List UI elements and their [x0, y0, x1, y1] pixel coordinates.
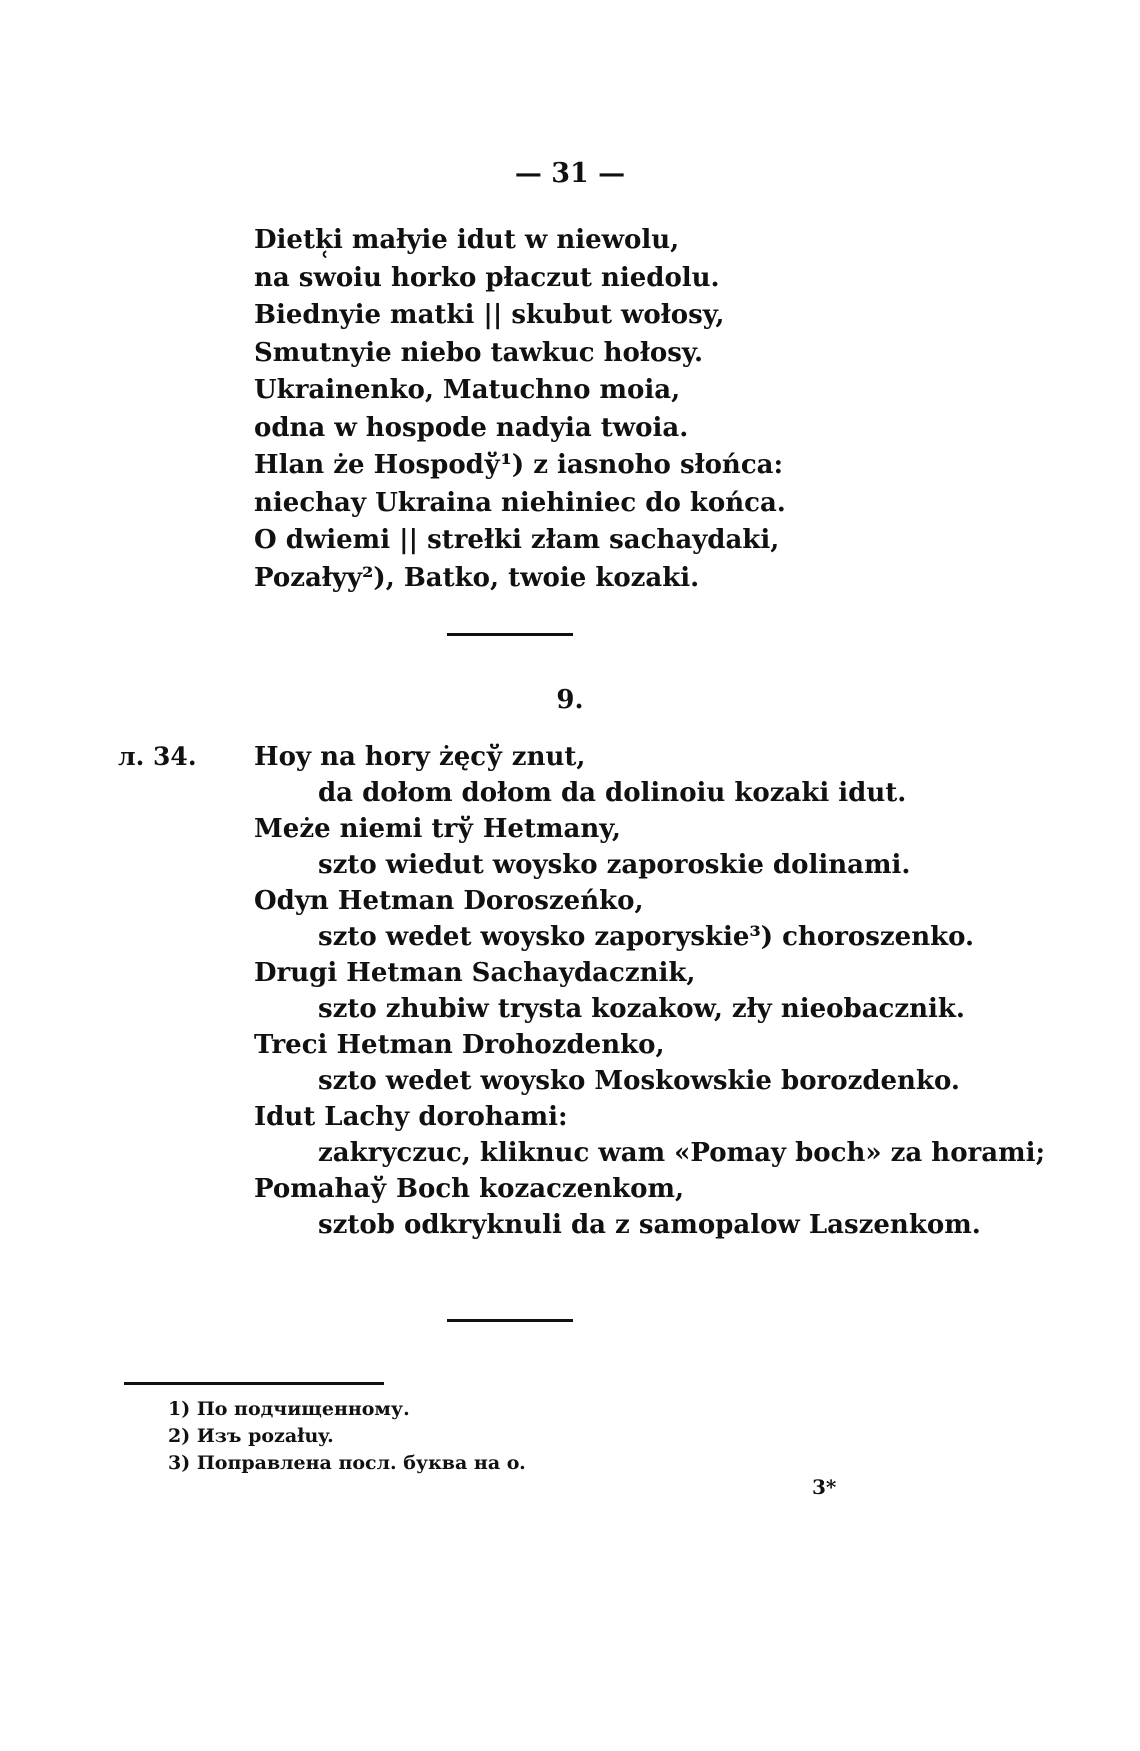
verse-line: Treci Hetman Drohozdenko, [254, 1030, 665, 1060]
verse-line: Biednyie matki || skubut wołosy, [254, 300, 725, 330]
page-number: — 31 — [514, 158, 626, 189]
section-number: 9. [556, 685, 584, 715]
verse-line: Odyn Hetman Doroszeńko, [254, 886, 644, 916]
verse-line: szto wiedut woysko zaporoskie dolinami. [318, 850, 911, 880]
verse-line: Pomahaў Boch kozaczenkom, [254, 1174, 685, 1204]
stanza-continuation [254, 222, 786, 597]
verse-line: szto zhubiw trysta kozakow, zły nieobacznik. [318, 994, 965, 1024]
verse-line: Idut Lachy dorohami: [254, 1102, 568, 1132]
verse-line: szto wedet woysko Moskowskie borozdenko. [318, 1066, 960, 1096]
footnote: 2) Изъ pozałuy. [168, 1425, 334, 1447]
footnotes [168, 1396, 526, 1477]
margin-reference: л. 34. [118, 742, 197, 771]
verse-line: da dołom dołom da dolinoiu kozaki idut. [318, 778, 907, 808]
section-divider [447, 1319, 573, 1322]
verse-line: na swoiu horko płaczut niedolu. [254, 262, 720, 293]
verse-line: Meże niemi trў Hetmany, [254, 814, 621, 844]
verse-line: szto wedet woysko zaporyskie³) choroszenko. [318, 922, 975, 952]
signature-mark: 3* [812, 1475, 837, 1499]
verse-line: Ukrainenko, Matuchno moia, [254, 375, 681, 405]
verse-line: Hoy na hory żęcў znut, [254, 742, 586, 772]
verse-line: Pozałyy²), Batko, twoie kozaki. [254, 562, 700, 593]
verse-line: Smutnyie niebo tawkuc hołosy. [254, 337, 704, 368]
verse-line: Dietk̜i małyie idut w niewolu, [254, 225, 680, 255]
footnote: 1) По подчищенному. [168, 1398, 410, 1420]
section-divider [447, 633, 573, 636]
footnote-rule [124, 1382, 384, 1385]
verse-line: Hlan że Hospodў¹) z iasnoho słońca: [254, 450, 784, 480]
song-text [254, 739, 1045, 1243]
verse-line: niechay Ukraina niehiniec do końca. [254, 487, 786, 518]
footnote: 3) Поправлена посл. буква на o. [168, 1452, 526, 1474]
verse-line: sztob odkryknuli da z samopalow Laszenkom. [318, 1210, 981, 1240]
verse-line: zakryczuc, kliknuc wam «Pomay boch» za horami; [318, 1138, 1046, 1168]
verse-line: odna w hospode nadyia twoia. [254, 412, 689, 443]
verse-line: O dwiemi || strełki złam sachaydaki, [254, 525, 780, 555]
verse-line: Drugi Hetman Sachaydacznik, [254, 958, 696, 988]
